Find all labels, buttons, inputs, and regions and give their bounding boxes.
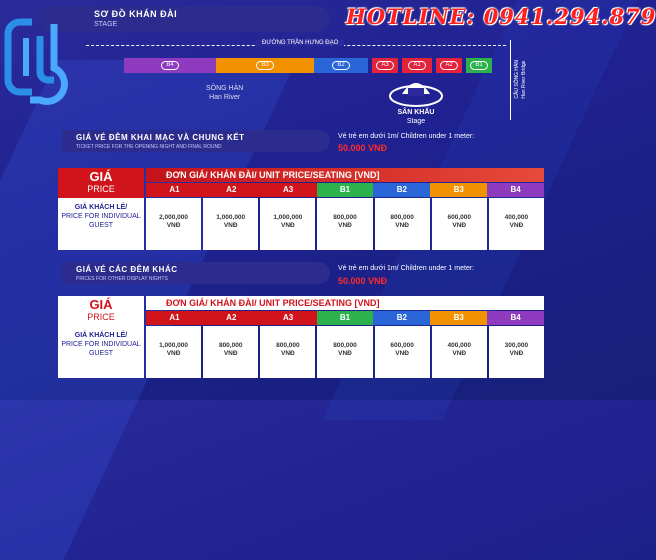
- price-value: 1,000,000: [273, 214, 303, 221]
- price-cell-b2: [375, 326, 430, 378]
- price-cell-b4: [489, 326, 544, 378]
- currency-label: VNĐ: [338, 350, 352, 357]
- currency-label: VNĐ: [223, 350, 238, 357]
- category-row: [146, 183, 544, 197]
- price-badge: [58, 296, 144, 326]
- currency-label: VNĐ: [223, 222, 238, 229]
- price-value: 600,000: [447, 214, 472, 221]
- currency-label: VNĐ: [280, 222, 295, 229]
- bridge-label-vi: CẦU SÔNG HÀN: [514, 60, 520, 99]
- currency-label: VNĐ: [395, 222, 409, 229]
- price-value: 300,000: [504, 342, 529, 349]
- price-value: 400,000: [504, 214, 529, 221]
- seat-block-b3: B3: [216, 58, 314, 73]
- category-b2: B2: [373, 311, 430, 325]
- other-child-note: Vé trẻ em dưới 1m/ Children under 1 meter:: [338, 265, 475, 272]
- price-badge: [58, 168, 144, 198]
- price-cell-b1: [317, 198, 372, 250]
- opening-price-table: [58, 168, 544, 252]
- price-row: [146, 198, 544, 250]
- price-badge-en: PRICE: [87, 184, 115, 194]
- opening-night-banner: [62, 130, 330, 152]
- price-value: 1,000,000: [216, 214, 246, 221]
- other-nights-banner: [62, 262, 330, 284]
- price-row: [146, 326, 544, 378]
- price-cell-b3: [432, 326, 487, 378]
- price-value: 1,000,000: [159, 342, 189, 349]
- row-label: [58, 198, 144, 250]
- category-b3: B3: [430, 183, 487, 197]
- street-label: ĐƯỜNG TRẦN HƯNG ĐẠO: [256, 40, 344, 46]
- table-header: ĐƠN GIÁ/ KHÁN ĐÀI/ UNIT PRICE/SEATING [VND]: [146, 168, 544, 182]
- seat-block-a1: A1: [402, 58, 432, 73]
- category-b3: B3: [430, 311, 487, 325]
- hotline-text[interactable]: HOTLINE: 0941.294.879: [346, 4, 656, 29]
- category-b2: B2: [373, 183, 430, 197]
- other-child-price: 50.000 VNĐ: [338, 276, 388, 286]
- seat-block-b1: B1: [466, 58, 492, 73]
- seat-block-b4: B4: [124, 58, 216, 73]
- price-cell-a3: [260, 326, 315, 378]
- price-value: 400,000: [447, 342, 472, 349]
- price-badge-vi: GIÁ: [89, 297, 113, 312]
- other-nights-subtitle: PRICES FOR OTHER DISPLAY NIGHTS: [76, 276, 168, 282]
- price-value: 600,000: [390, 342, 414, 349]
- price-value: 800,000: [390, 214, 414, 221]
- river-label-vi: SÔNG HÀN: [206, 85, 244, 92]
- category-a1: A1: [146, 311, 203, 325]
- row-label-en: PRICE FOR INDIVIDUAL GUEST: [61, 341, 141, 357]
- price-badge-vi: GIÁ: [89, 169, 113, 184]
- currency-label: VNĐ: [509, 350, 524, 357]
- bridge-label: [514, 60, 528, 99]
- price-cell-b1: [317, 326, 372, 378]
- company-logo: [4, 16, 74, 106]
- currency-label: VNĐ: [166, 350, 181, 357]
- row-label: [58, 326, 144, 378]
- currency-label: VNĐ: [395, 350, 409, 357]
- price-value: 2,000,000: [159, 214, 189, 221]
- category-a2: A2: [203, 183, 260, 197]
- price-badge-en: PRICE: [87, 312, 115, 322]
- category-a2: A2: [203, 311, 260, 325]
- price-cell-b2: [375, 198, 430, 250]
- price-cell-a1: [146, 326, 201, 378]
- category-row: [146, 311, 544, 325]
- row-label-vi: GIÁ KHÁCH LẺ/: [74, 332, 128, 339]
- price-cell-a3: [260, 198, 315, 250]
- seating-map-banner: [42, 6, 330, 32]
- other-price-table: [58, 296, 544, 380]
- price-value: 800,000: [333, 342, 357, 349]
- category-b4: B4: [487, 311, 544, 325]
- seat-block-a2: A2: [436, 58, 462, 73]
- opening-child-note: Vé trẻ em dưới 1m/ Children under 1 meter:: [338, 133, 475, 140]
- row-label-vi: GIÁ KHÁCH LẺ/: [74, 204, 128, 211]
- currency-label: VNĐ: [452, 222, 467, 229]
- price-cell-a2: [203, 198, 258, 250]
- category-b1: B1: [317, 311, 374, 325]
- price-value: 800,000: [218, 342, 243, 349]
- opening-child-price: 50.000 VNĐ: [338, 143, 388, 153]
- seating-map-subtitle: STAGE: [94, 21, 118, 28]
- stage-label-vi: SÂN KHẤU: [397, 109, 435, 116]
- bridge-label-en: Han River Bridge: [521, 60, 527, 99]
- category-a1: A1: [146, 183, 203, 197]
- bridge-line: [510, 40, 511, 120]
- stage-icon: [386, 74, 446, 108]
- opening-night-title: GIÁ VÉ ĐÊM KHAI MẠC VÀ CHUNG KẾT: [76, 133, 245, 142]
- category-b1: B1: [317, 183, 374, 197]
- river-label: [206, 84, 243, 102]
- opening-night-subtitle: TICKET PRICE FOR THE OPENING NIGHT AND FINAL ROUND: [76, 144, 222, 150]
- price-cell-b4: [489, 198, 544, 250]
- seat-block-a3: A3: [372, 58, 398, 73]
- currency-label: VNĐ: [166, 222, 181, 229]
- seating-map-title: SƠ ĐỒ KHÁN ĐÀI: [94, 9, 178, 19]
- table-header: ĐƠN GIÁ/ KHÁN ĐÀI/ UNIT PRICE/SEATING [VND]: [146, 296, 544, 310]
- river-label-en: Han River: [209, 94, 241, 101]
- price-value: 800,000: [333, 214, 357, 221]
- currency-label: VNĐ: [338, 222, 352, 229]
- stage-label: [386, 108, 446, 126]
- price-cell-a1: [146, 198, 201, 250]
- category-a3: A3: [260, 311, 317, 325]
- category-a3: A3: [260, 183, 317, 197]
- stage-label-en: Stage: [406, 118, 426, 125]
- row-label-en: PRICE FOR INDIVIDUAL GUEST: [61, 213, 141, 229]
- seating-strip: [124, 58, 492, 73]
- price-cell-a2: [203, 326, 258, 378]
- currency-label: VNĐ: [280, 350, 295, 357]
- seat-block-b2: B2: [314, 58, 368, 73]
- price-cell-b3: [432, 198, 487, 250]
- price-value: 800,000: [276, 342, 300, 349]
- category-b4: B4: [487, 183, 544, 197]
- other-nights-title: GIÁ VÉ CÁC ĐÊM KHÁC: [76, 265, 178, 274]
- currency-label: VNĐ: [509, 222, 524, 229]
- currency-label: VNĐ: [452, 350, 467, 357]
